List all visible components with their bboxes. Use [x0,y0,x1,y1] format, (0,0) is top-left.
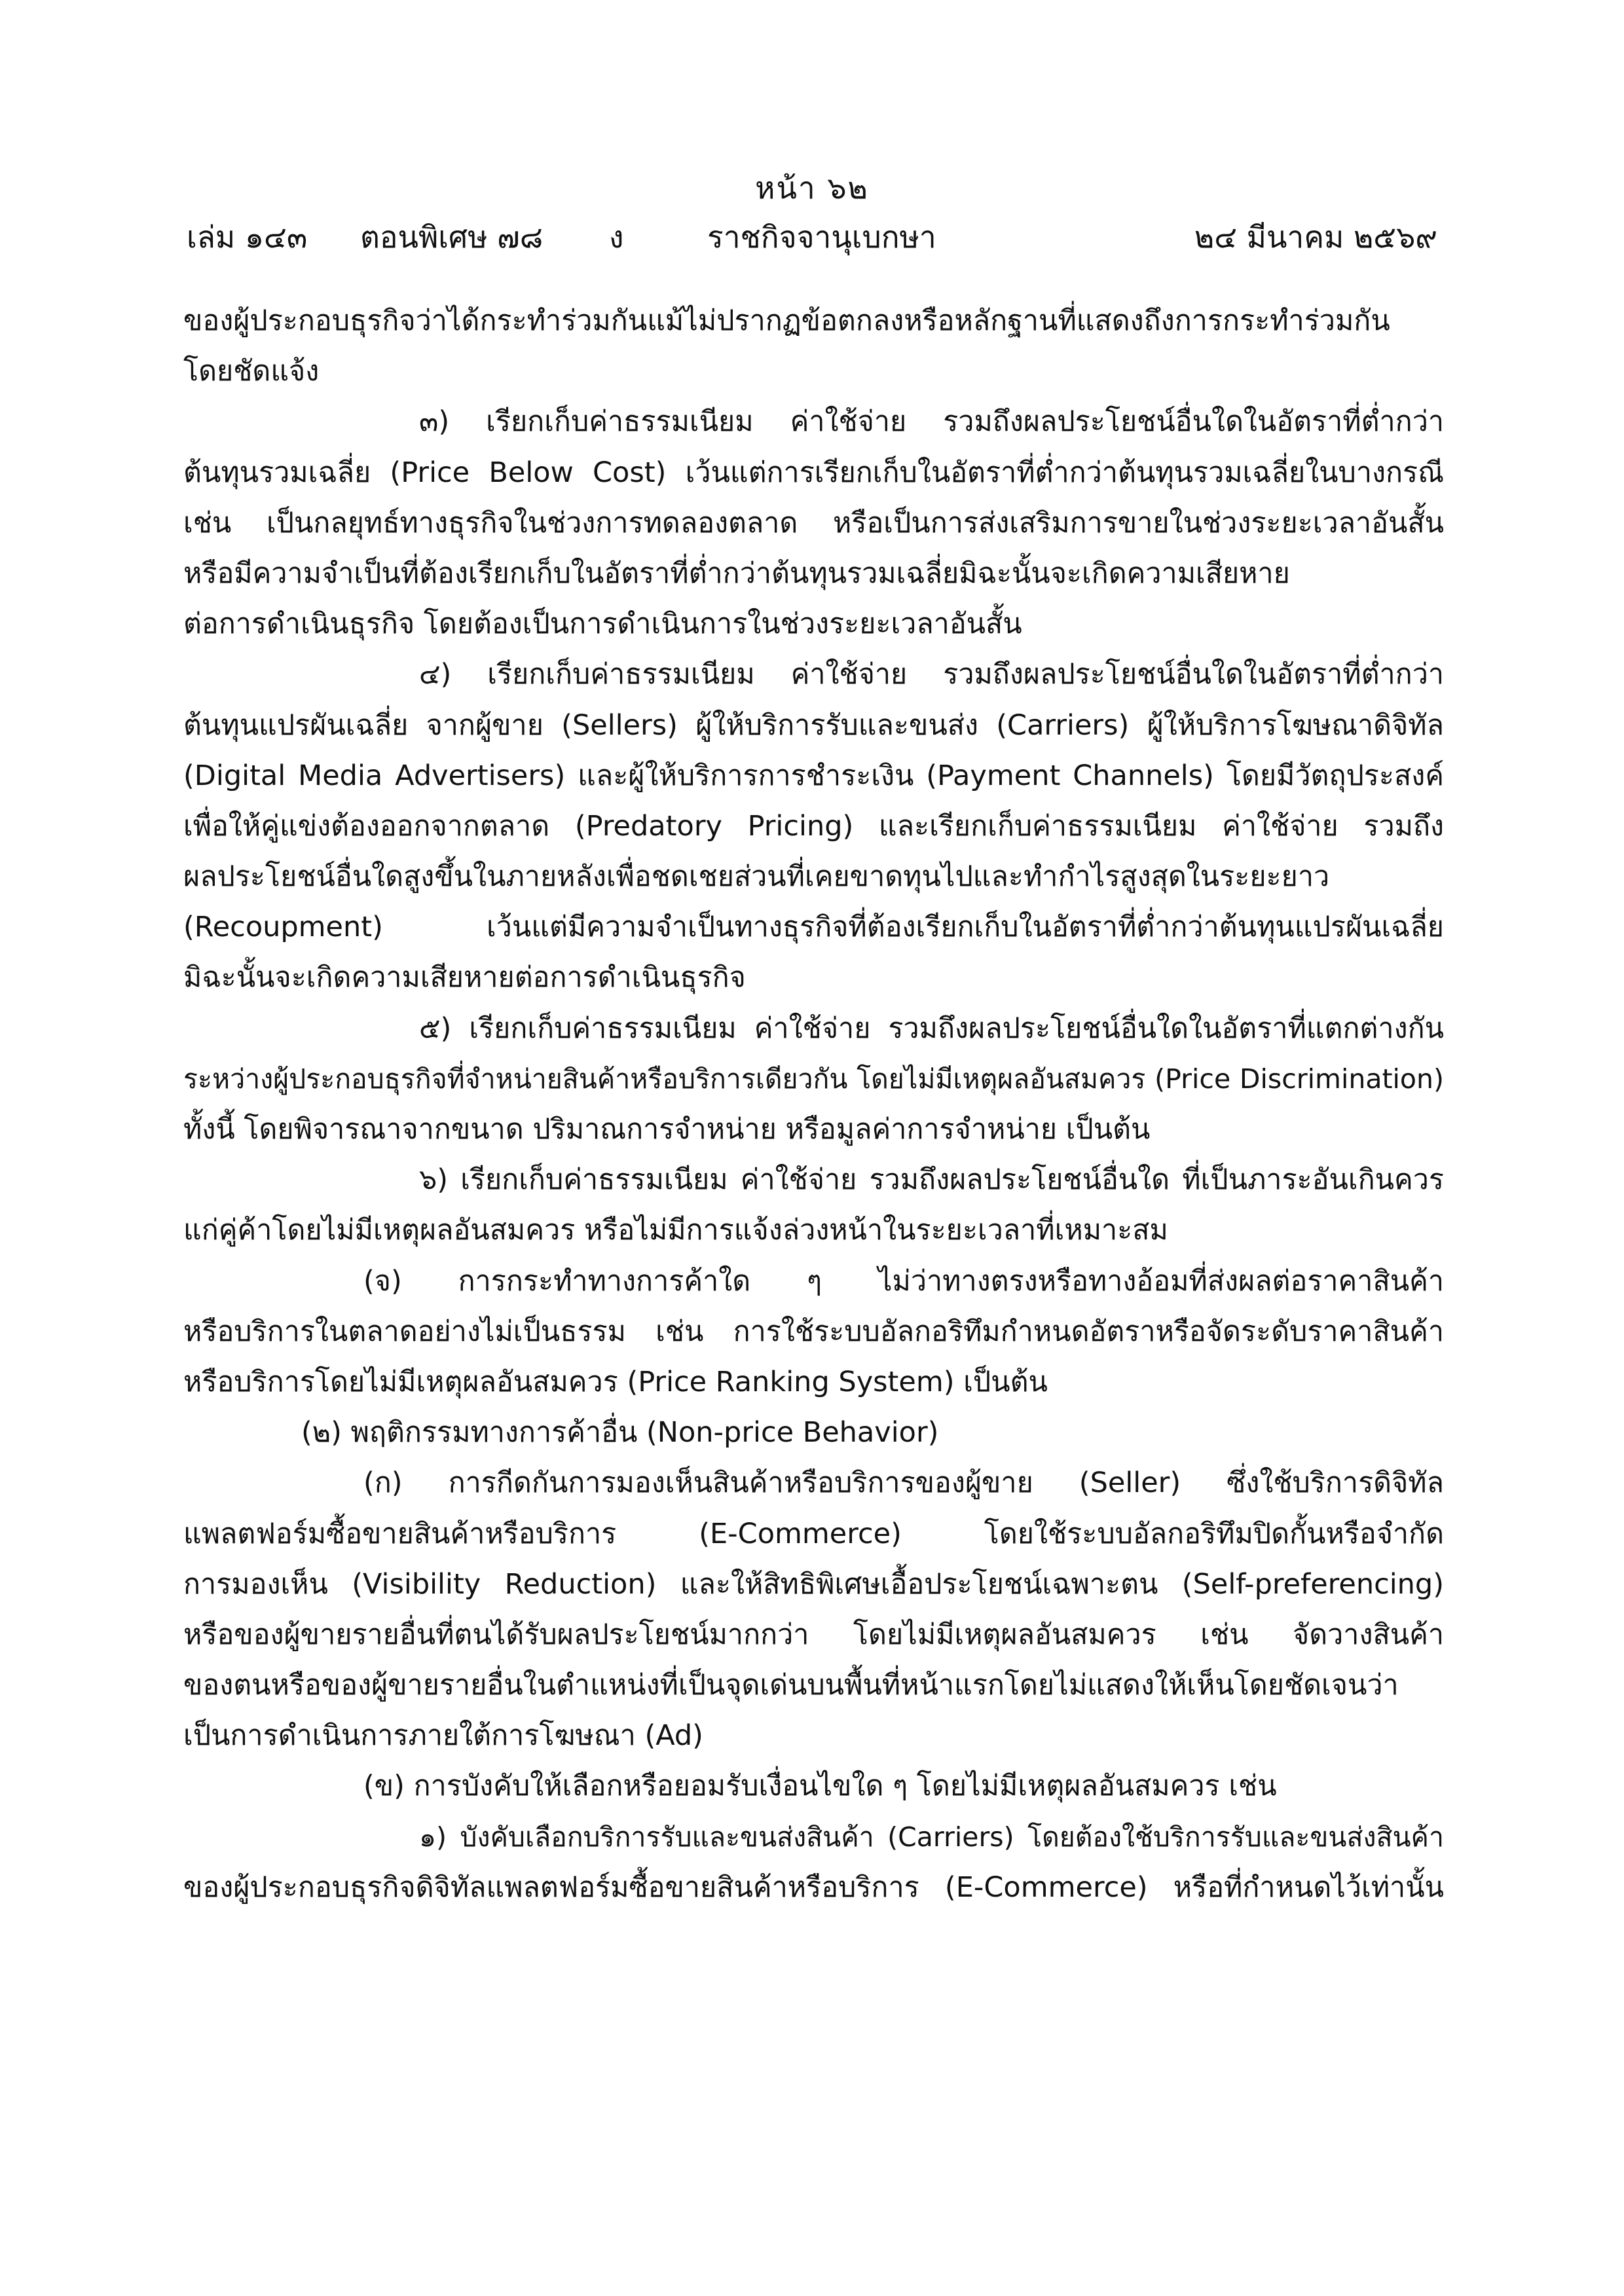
text-line: เช่น เป็นกลยุทธ์ทางธุรกิจในช่วงการทดลองตลาด หรือเป็นการส่งเสริมการขายในช่วงระยะเวลาอันสั้น [183,506,1444,539]
text-line: หรือมีความจำเป็นที่ต้องเรียกเก็บในอัตราที่ต่ำกว่าต้นทุนรวมเฉลี่ยมิฉะนั้นจะเกิดความเสียหาย [183,556,1290,590]
text-line: หรือบริการโดยไม่มีเหตุผลอันสมควร (Price Ranking System) เป็นต้น [183,1365,1048,1398]
header-section: ง [609,219,624,255]
text-line: (ข) การบังคับให้เลือกหรือยอมรับเงื่อนไขใด ๆ โดยไม่มีเหตุผลอันสมควร เช่น [363,1770,1277,1803]
text-line: เพื่อให้คู่แข่งต้องออกจากตลาด (Predatory Pricing) และเรียกเก็บค่าธรรมเนียม ค่าใช้จ่าย รวมถึง [183,809,1444,843]
text-line: ผลประโยชน์อื่นใดสูงขึ้นในภายหลังเพื่อชดเชยส่วนที่เคยขาดทุนไปและทำกำไรสูงสุดในระยะยาว [183,860,1330,894]
text-line: ๕) เรียกเก็บค่าธรรมเนียม ค่าใช้จ่าย รวมถึงผลประโยชน์อื่นใดในอัตราที่แตกต่างกัน [419,1011,1444,1045]
text-line: ต้นทุนแปรผันเฉลี่ย จากผู้ขาย (Sellers) ผู้ให้บริการรับและขนส่ง (Carriers) ผู้ให้บริการโฆษณาดิจิทัล [183,708,1444,742]
text-line: เป็นการดำเนินการภายใต้การโฆษณา (Ad) [183,1719,703,1753]
header-issue: ตอนพิเศษ ๗๘ [360,219,544,255]
text-line: ต่อการดำเนินธุรกิจ โดยต้องเป็นการดำเนินการในช่วงระยะเวลาอันสั้น [183,608,1022,641]
text-line: แพลตฟอร์มซื้อขายสินค้าหรือบริการ (E-Commerce) โดยใช้ระบบอัลกอริทึมปิดกั้นหรือจำกัด [183,1517,1444,1550]
text-line: ระหว่างผู้ประกอบธุรกิจที่จำหน่ายสินค้าหรือบริการเดียวกัน โดยไม่มีเหตุผลอันสมควร (Price Discrimination) [183,1063,1444,1095]
text-line: มิฉะนั้นจะเกิดความเสียหายต่อการดำเนินธุรกิจ [183,961,746,994]
document-body [183,296,1444,1913]
text-line: (Recoupment) เว้นแต่มีความจำเป็นทางธุรกิจที่ต้องเรียกเก็บในอัตราที่ต่ำกว่าต้นทุนแปรผันเฉลี่ย [183,911,1444,944]
text-line: ๖) เรียกเก็บค่าธรรมเนียม ค่าใช้จ่าย รวมถึงผลประโยชน์อื่นใด ที่เป็นภาระอันเกินควร [419,1163,1444,1197]
text-line: ๑) บังคับเลือกบริการรับและขนส่งสินค้า (Carriers) โดยต้องใช้บริการรับและขนส่งสินค้า [419,1821,1444,1853]
text-line: ๔) เรียกเก็บค่าธรรมเนียม ค่าใช้จ่าย รวมถึงผลประโยชน์อื่นใดในอัตราที่ต่ำกว่า [419,658,1444,691]
header-date: ๒๔ มีนาคม ๒๕๖๙ [1194,219,1437,255]
text-line: (Digital Media Advertisers) และผู้ให้บริการการชำระเงิน (Payment Channels) โดยมีวัตถุประสงค์ [183,759,1444,792]
text-line: แก่คู่ค้าโดยไม่มีเหตุผลอันสมควร หรือไม่มีการแจ้งล่วงหน้าในระยะเวลาที่เหมาะสม [183,1214,1168,1247]
text-line: ต้นทุนรวมเฉลี่ย (Price Below Cost) เว้นแต่การเรียกเก็บในอัตราที่ต่ำกว่าต้นทุนรวมเฉลี่ยในบางกรณี [183,456,1444,489]
text-line: หรือของผู้ขายรายอื่นที่ตนได้รับผลประโยชน์มากกว่า โดยไม่มีเหตุผลอันสมควร เช่น จัดวางสินค้า [183,1618,1444,1651]
text-line: (๒) พฤติกรรมทางการค้าอื่น (Non-price Behavior) [301,1416,939,1449]
text-line: การมองเห็น (Visibility Reduction) และให้สิทธิพิเศษเอื้อประโยชน์เฉพาะตน (Self-preferencing) [183,1567,1444,1601]
text-line: (จ) การกระทำทางการค้าใด ๆ ไม่ว่าทางตรงหรือทางอ้อมที่ส่งผลต่อราคาสินค้า [363,1264,1444,1298]
text-line: หรือบริการในตลาดอย่างไม่เป็นธรรม เช่น การใช้ระบบอัลกอริทึมกำหนดอัตราหรือจัดระดับราคาสินค้า [183,1315,1444,1348]
text-line: โดยชัดแจ้ง [183,355,320,388]
text-line: ๓) เรียกเก็บค่าธรรมเนียม ค่าใช้จ่าย รวมถึงผลประโยชน์อื่นใดในอัตราที่ต่ำกว่า [419,405,1444,439]
header-gazette-name: ราชกิจจานุเบกษา [707,219,936,255]
text-line: ทั้งนี้ โดยพิจารณาจากขนาด ปริมาณการจำหน่าย หรือมูลค่าการจำหน่าย เป็นต้น [183,1113,1151,1146]
text-line: ของตนหรือของผู้ขายรายอื่นในตำแหน่งที่เป็นจุดเด่นบนพื้นที่หน้าแรกโดยไม่แสดงให้เห็นโดยชัดเจนว่า [183,1669,1399,1702]
text-line: (ก) การกีดกันการมองเห็นสินค้าหรือบริการของผู้ขาย (Seller) ซึ่งใช้บริการดิจิทัล [363,1467,1444,1500]
page-number: หน้า ๖๒ [755,170,869,206]
text-line: ของผู้ประกอบธุรกิจดิจิทัลแพลตฟอร์มซื้อขายสินค้าหรือบริการ (E-Commerce) หรือที่กำหนดไว้เท่านั้น [183,1870,1444,1904]
text-line: ของผู้ประกอบธุรกิจว่าได้กระทำร่วมกันแม้ไม่ปรากฏข้อตกลงหรือหลักฐานที่แสดงถึงการกระทำร่วมกัน [183,304,1390,337]
header-volume: เล่ม ๑๔๓ [187,219,308,255]
